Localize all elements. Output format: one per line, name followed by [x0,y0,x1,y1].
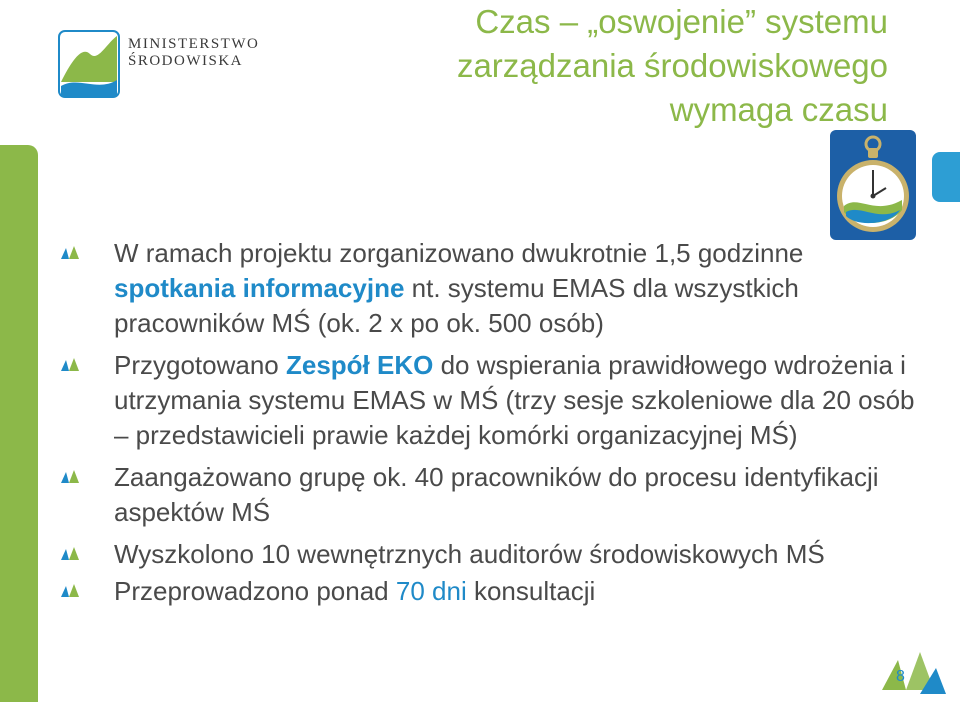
logo-line-2: ŚRODOWISKA [128,53,244,69]
left-accent-bar [0,145,38,702]
bullet-item-1 [60,236,930,341]
bullet-1-text: W ramach projektu zorganizowano dwukrotnie 1,5 godzinne [114,238,804,268]
bullet-3-text: Zaangażowano grupę ok. 40 pracowników do procesu identyfikacji aspektów MŚ [114,462,879,527]
slide-title [457,0,888,132]
bullet-2-highlight: Zespół EKO [285,350,434,380]
bullet-2-text-end: do wspierania prawidłowego wdrożenia i utrzymania systemu EMAS w MŚ (trzy sesje szkoleniowe dla 20 osób – przedstawicieli prawie każdej komórki organizacyjnej MŚ) [114,350,915,450]
bullet-2-text: Przygotowano [114,350,286,380]
bullet-arrow-icon [60,583,84,599]
bullet-arrow-icon [60,546,84,562]
footer-swoosh-icon [880,650,950,698]
bullet-4-text: Wyszkolono 10 wewnętrznych auditorów środowiskowych MŚ [114,539,825,569]
bullet-arrow-icon [60,469,84,485]
bullet-1-highlight: spotkania informacyjne [114,273,405,303]
title-line-2: zarządzania środowiskowego [456,47,888,84]
title-line-1: Czas – „oswojenie” systemu [475,3,888,40]
logo-wordmark [128,36,259,70]
bullet-item-2 [60,348,930,453]
ministry-emblem-icon [58,30,122,100]
bullet-5-text: Przeprowadzono ponad [114,576,396,606]
bullet-item-4 [60,537,930,572]
bullet-item-5 [60,574,930,609]
title-line-3: wymaga czasu [669,91,888,128]
bullet-list [60,236,930,609]
stopwatch-icon [830,130,916,240]
bullet-5-highlight: 70 dni [395,576,467,606]
right-accent-tab [932,152,960,202]
logo-line-1: MINISTERSTWO [128,36,260,52]
bullet-arrow-icon [60,357,84,373]
ministry-logo [58,30,260,102]
bullet-item-3 [60,460,930,530]
page-number: 8 [896,668,905,685]
bullet-arrow-icon [60,245,84,261]
bullet-1-text-end: nt. systemu EMAS dla wszystkich pracowników MŚ (ok. 2 x po ok. 500 osób) [114,273,799,338]
bullet-5-text-end: konsultacji [466,576,596,606]
